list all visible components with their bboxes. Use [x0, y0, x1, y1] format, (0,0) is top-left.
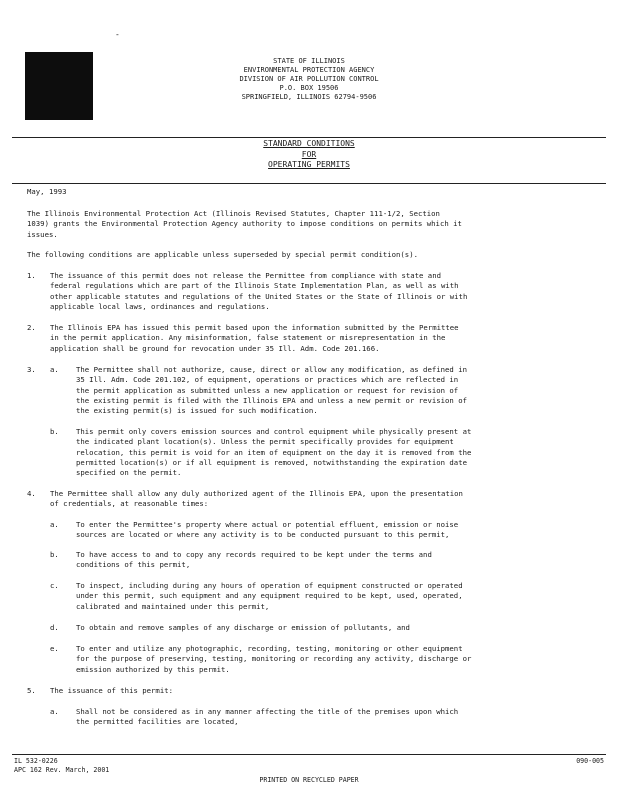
condition-line: under this permit, such equipment and any equipment required to be kept, used, operated, — [76, 591, 463, 601]
condition-line: emission authorized by this permit. — [76, 664, 230, 674]
condition-5a — [76, 707, 584, 728]
form-code: IL 532-0226 — [14, 757, 58, 765]
condition-line: sources are located or where any activity is to be conducted pursuant to this permit, — [76, 530, 450, 540]
condition-line: application shall be ground for revocation under 35 Ill. Adm. Code 201.166. — [50, 343, 380, 353]
condition-line: other applicable statutes and regulations of the United States or the State of Illinois or with — [50, 291, 468, 301]
condition-line: applicable local laws, ordinances and regulations. — [50, 301, 270, 311]
condition-4 — [50, 489, 584, 510]
agency-address-block — [150, 57, 468, 102]
agency-line: ENVIRONMENTAL PROTECTION AGENCY — [243, 66, 375, 74]
document-date: May, 1993 — [27, 187, 67, 196]
condition-line: the permitted facilities are located, — [76, 717, 239, 727]
agency-line: DIVISION OF AIR POLLUTION CONTROL — [239, 75, 379, 83]
condition-1 — [50, 271, 584, 312]
agency-line: STATE OF ILLINOIS — [273, 57, 345, 65]
condition-line: permitted location(s) or if all equipment is removed, notwithstanding the expiration date — [76, 457, 467, 467]
form-revision: APC 162 Rev. March, 2001 — [14, 766, 110, 774]
document-title — [12, 138, 606, 182]
applicability-statement: The following conditions are applicable unless superseded by special permit condition(s). — [27, 250, 418, 259]
redaction-block — [25, 52, 93, 120]
agency-line: P.O. BOX 19506 — [279, 84, 339, 92]
title-line-3: OPERATING PERMITS — [268, 160, 350, 169]
condition-line: This permit only covers emission sources and control equipment while physically present at — [76, 427, 472, 436]
sub-item-label: a. — [50, 707, 59, 716]
page-code: 090-005 — [576, 757, 604, 765]
condition-line: calibrated and maintained under this permit, — [76, 601, 270, 611]
item-number: 4. — [27, 489, 36, 498]
condition-line: The Permittee shall not authorize, cause, direct or allow any modification, as defined in — [76, 365, 467, 374]
condition-2 — [50, 323, 584, 354]
sub-item-label: d. — [50, 623, 59, 632]
condition-line: To have access to and to copy any records required to be kept under the terms and — [76, 550, 432, 559]
intro-paragraph — [27, 209, 583, 240]
condition-line: relocation, this permit is void for an item of equipment on the day it is removed from the — [76, 447, 472, 457]
condition-line: To enter and utilize any photographic, recording, testing, monitoring or other equipment — [76, 644, 463, 653]
condition-4e — [76, 644, 584, 675]
sub-item-label: c. — [50, 581, 59, 590]
condition-5 — [50, 686, 584, 696]
intro-line: issues. — [27, 229, 58, 239]
condition-line: the indicated plant location(s). Unless the permit specifically provides for equipment — [76, 437, 454, 447]
item-number: 3. — [27, 365, 36, 374]
condition-line: Shall not be considered as in any manner affecting the title of the premises upon which — [76, 707, 459, 716]
sub-item-label: b. — [50, 427, 59, 436]
condition-line: specified on the permit. — [76, 468, 182, 478]
condition-line: of credentials, at reasonable times: — [50, 499, 209, 509]
condition-3b — [76, 427, 584, 478]
condition-line: To enter the Permittee's property where actual or potential effluent, emission or noise — [76, 520, 459, 529]
sub-item-label: e. — [50, 644, 59, 653]
condition-4c — [76, 581, 584, 612]
condition-4a — [76, 520, 584, 541]
sub-item-label: a. — [50, 365, 59, 374]
intro-line: The Illinois Environmental Protection Act (Illinois Revised Statutes, Chapter 111-1/2, Section — [27, 209, 440, 218]
intro-line: 1039) grants the Environmental Protection Agency authority to impose conditions on permits which it — [27, 219, 462, 229]
condition-4d — [76, 623, 584, 633]
sub-item-label: b. — [50, 550, 59, 559]
item-number: 5. — [27, 686, 36, 695]
condition-3a — [76, 365, 584, 416]
condition-line: conditions of this permit, — [76, 560, 191, 570]
agency-line: SPRINGFIELD, ILLINOIS 62794-9506 — [241, 93, 377, 101]
condition-line: The issuance of this permit does not release the Permittee from compliance with state and — [50, 271, 441, 280]
condition-line: To inspect, including during any hours of operation of equipment constructed or operated — [76, 581, 463, 590]
condition-line: the permit application as submitted unless a new application or request for revision of — [76, 385, 459, 395]
condition-line: the existing permit is filed with the Illinois EPA and unless a new permit or revision of — [76, 395, 467, 405]
recycled-paper-notice: PRINTED ON RECYCLED PAPER — [259, 776, 359, 784]
condition-line: The Illinois EPA has issued this permit based upon the information submitted by the Permittee — [50, 323, 459, 332]
condition-line: federal regulations which are part of the Illinois State Implementation Plan, as well as with — [50, 281, 459, 291]
condition-line: 35 Ill. Adm. Code 201.102, of equipment, operations or practices which are reflected in — [76, 375, 459, 385]
item-number: 2. — [27, 323, 36, 332]
item-number: 1. — [27, 271, 36, 280]
footer-rule — [12, 754, 606, 755]
condition-line: The Permittee shall allow any duly authorized agent of the Illinois EPA, upon the presentation — [50, 489, 463, 498]
condition-line: the existing permit(s) is issued for such modification. — [76, 406, 318, 416]
title-line-1: STANDARD CONDITIONS — [263, 139, 355, 148]
condition-4b — [76, 550, 584, 571]
condition-line: The issuance of this permit: — [50, 686, 174, 695]
sub-item-label: a. — [50, 520, 59, 529]
condition-line: To obtain and remove samples of any discharge or emission of pollutants, and — [76, 623, 410, 632]
condition-line: for the purpose of preserving, testing, monitoring or recording any activity, discharge or — [76, 654, 472, 664]
title-line-2: FOR — [301, 149, 317, 159]
title-rule-bottom — [12, 183, 606, 184]
condition-line: in the permit application. Any misinformation, false statement or misrepresentation in the — [50, 333, 446, 343]
header-mark: - — [115, 30, 120, 39]
